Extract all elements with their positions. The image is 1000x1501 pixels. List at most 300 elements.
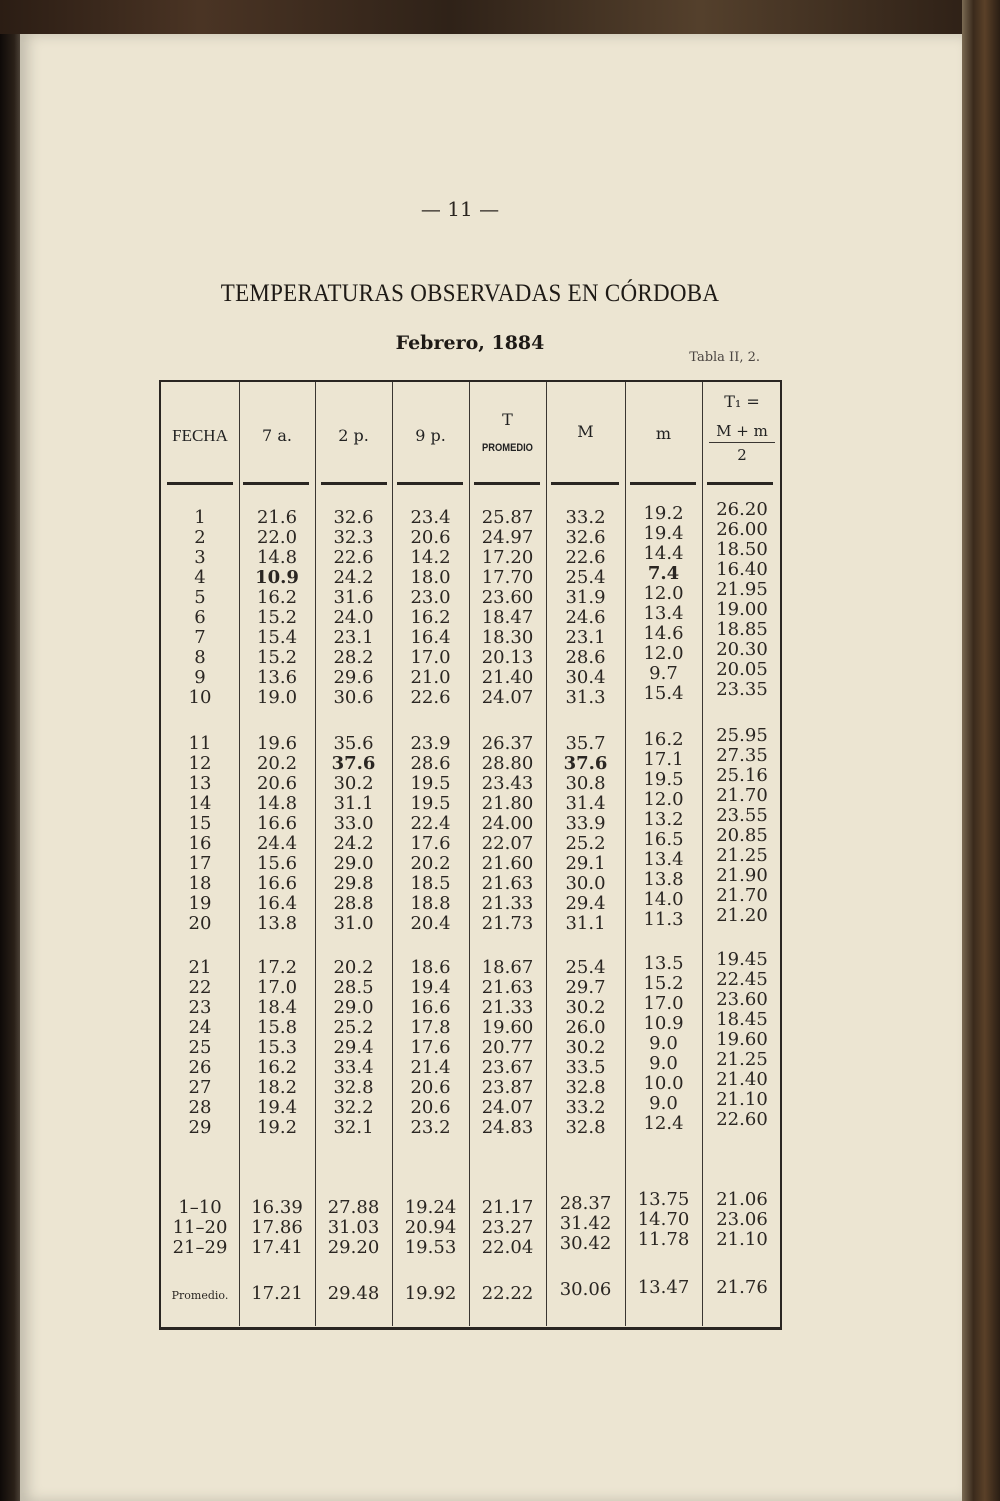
table-cell: 20.2 (256, 753, 298, 774)
table-cell: 19 (188, 893, 212, 914)
table-cell: 14.8 (256, 547, 298, 568)
table-cell: 17.6 (410, 833, 451, 854)
table-cell: 7.4 (647, 563, 680, 584)
table-cell: 14.4 (643, 543, 684, 564)
table-cell: 21–29 (172, 1237, 228, 1258)
table-cell: 23.35 (716, 679, 768, 700)
table-cell: 31.3 (565, 687, 606, 708)
table-cell: 24.83 (481, 1117, 534, 1138)
table-cell: 21.33 (481, 893, 534, 914)
table-cell: 28.5 (333, 977, 374, 998)
table-cell: 15.4 (643, 683, 684, 704)
table-cell: 16.5 (643, 829, 684, 850)
table-cell: 21.10 (716, 1229, 768, 1250)
header-2p: 2 p. (338, 426, 369, 445)
table-cell: 23.87 (481, 1077, 534, 1098)
table-cell: 33.4 (333, 1057, 374, 1078)
table-cell: 17.1 (643, 749, 684, 770)
header-t1-denominator: 2 (737, 446, 747, 464)
table-cell: 18.47 (481, 607, 534, 628)
header-fecha: FECHA (172, 426, 228, 445)
table-cell: 11.3 (643, 909, 684, 930)
table-cell: 11 (188, 733, 212, 754)
table-cell: 15.8 (256, 1017, 298, 1038)
p9-column (392, 958, 469, 1138)
table-cell: 23.55 (716, 805, 768, 826)
table-cell: 12.4 (643, 1113, 684, 1134)
table-cell: 31.6 (333, 587, 374, 608)
header-t: T (502, 410, 513, 429)
header-rule (551, 482, 619, 485)
table-cell: 24.07 (481, 1097, 534, 1118)
table-cell: 19.4 (410, 977, 451, 998)
header-min: m (655, 424, 672, 443)
t-column (469, 958, 546, 1138)
table-cell: 15.6 (256, 853, 298, 874)
table-cell: 16.2 (643, 729, 684, 750)
table-cell: 20.4 (410, 913, 451, 934)
header-rule (707, 482, 773, 485)
table-cell: 14.70 (637, 1209, 690, 1230)
table-cell: 28 (188, 1097, 212, 1118)
p2-column (315, 958, 392, 1138)
table-cell: 20.94 (404, 1217, 457, 1238)
table-cell: 21.40 (481, 667, 534, 688)
fecha-column (161, 958, 239, 1138)
table-cell: 10.9 (643, 1013, 684, 1034)
table-cell: 26.37 (481, 733, 534, 754)
table-cell: 9.7 (649, 663, 678, 684)
table-cell: 32.6 (333, 507, 374, 528)
table-cell: 6 (194, 607, 206, 628)
t-column (469, 734, 546, 934)
table-cell: 21.70 (716, 885, 768, 906)
table-cell: 20.13 (481, 647, 534, 668)
table-cell: 19.92 (404, 1283, 457, 1304)
table-cell: 13.75 (637, 1189, 690, 1210)
table-cell: 31.4 (565, 793, 606, 814)
t1-column (702, 1190, 782, 1250)
table-cell: 13.47 (637, 1277, 690, 1298)
table-cell: 22.6 (410, 687, 451, 708)
table-cell: 19.5 (643, 769, 684, 790)
table-cell: 17.0 (410, 647, 451, 668)
table-cell: 22 (188, 977, 212, 998)
table-cell: 20.2 (333, 957, 374, 978)
table-cell: 19.5 (410, 793, 451, 814)
table-cell: 19.00 (716, 599, 768, 620)
table-cell: 20.6 (410, 1097, 451, 1118)
table-cell: 22.6 (565, 547, 606, 568)
table-cell: 37.6 (563, 753, 608, 774)
table-cell: 25.4 (565, 957, 606, 978)
table-cell: 26 (188, 1057, 212, 1078)
t-column (469, 508, 546, 708)
table-cell: 18 (188, 873, 212, 894)
table-cell: 17.8 (410, 1017, 451, 1038)
table-cell: 21.33 (481, 997, 534, 1018)
table-cell: 21.76 (716, 1277, 768, 1298)
table-cell: 19.4 (643, 523, 684, 544)
table-cell: 21 (188, 957, 212, 978)
table-cell: 30.42 (559, 1233, 612, 1254)
table-cell: 13 (188, 773, 212, 794)
t1-column (702, 950, 782, 1130)
t1-column (702, 1278, 782, 1298)
table-cell: 13.8 (643, 869, 684, 890)
table-cell: 21.17 (481, 1197, 534, 1218)
table-cell: 12.0 (643, 583, 684, 604)
table-cell: 30.2 (333, 773, 374, 794)
table-cell: 5 (194, 587, 206, 608)
table-cell: 9.0 (649, 1033, 678, 1054)
table-cell: 10.0 (643, 1073, 684, 1094)
table-cell: 29.6 (333, 667, 374, 688)
table-cell: 24.00 (481, 813, 534, 834)
p9-column (392, 734, 469, 934)
header-max: M (577, 422, 594, 441)
table-cell: 21.63 (481, 873, 534, 894)
table-cell: 18.50 (716, 539, 768, 560)
table-cell: 28.37 (559, 1193, 612, 1214)
temperature-table (159, 380, 782, 1330)
table-cell: 30.8 (565, 773, 606, 794)
a7-column (239, 1284, 315, 1304)
table-cell: 21.4 (410, 1057, 451, 1078)
max-column (546, 1194, 625, 1254)
t-column (469, 1198, 546, 1258)
table-cell: 17.20 (481, 547, 534, 568)
table-cell: 22.4 (410, 813, 451, 834)
p9-column (392, 1198, 469, 1258)
table-cell: 22.45 (716, 969, 768, 990)
table-cell: 24 (188, 1017, 212, 1038)
table-cell: 18.6 (410, 957, 451, 978)
table-cell: 15.3 (256, 1037, 298, 1058)
table-cell: 22.04 (481, 1237, 534, 1258)
table-cell: 17.41 (251, 1237, 303, 1258)
table-cell: 18.67 (481, 957, 534, 978)
table-cell: 19.6 (256, 733, 298, 754)
table-cell: 31.1 (565, 913, 606, 934)
table-cell: 21.20 (716, 905, 768, 926)
table-cell: 7 (194, 627, 206, 648)
table-cell: 16.2 (256, 1057, 298, 1078)
table-cell: 23.67 (481, 1057, 534, 1078)
header-rule (243, 482, 309, 485)
table-cell: 16.2 (410, 607, 451, 628)
table-cell: 29.0 (333, 853, 374, 874)
p2-column (315, 1198, 392, 1258)
max-column (546, 1280, 625, 1300)
table-cell: 14.0 (643, 889, 684, 910)
table-cell: 21.95 (716, 579, 768, 600)
header-rule (474, 482, 540, 485)
table-cell: 20.6 (410, 527, 451, 548)
table-cell: 21.0 (410, 667, 451, 688)
table-cell: 19.24 (404, 1197, 457, 1218)
table-cell: 12 (188, 753, 212, 774)
table-cell: 26.20 (716, 499, 768, 520)
table-cell: 22.6 (333, 547, 374, 568)
a7-column (239, 508, 315, 708)
table-cell: 30.4 (565, 667, 606, 688)
table-cell: 21.73 (481, 913, 534, 934)
table-cell: 28.80 (481, 753, 534, 774)
p2-column (315, 734, 392, 934)
table-cell: 29.48 (327, 1283, 380, 1304)
table-cell: 29 (188, 1117, 212, 1138)
t-column (469, 1284, 546, 1304)
table-cell: 23.06 (716, 1209, 768, 1230)
table-cell: 20.85 (716, 825, 768, 846)
header-rule (321, 482, 387, 485)
table-cell: 27.88 (327, 1197, 380, 1218)
table-cell: 18.45 (716, 1009, 768, 1030)
table-cell: 19.60 (716, 1029, 768, 1050)
table-cell: 14.2 (410, 547, 451, 568)
header-rule (630, 482, 696, 485)
table-cell: 13.4 (643, 849, 684, 870)
table-cell: 26.0 (565, 1017, 606, 1038)
page-subtitle: Febrero, 1884 (395, 332, 545, 354)
table-cell: 16.6 (410, 997, 451, 1018)
table-cell: 22.60 (716, 1109, 768, 1130)
table-cell: 32.6 (565, 527, 606, 548)
table-cell: 19.53 (404, 1237, 457, 1258)
table-cell: 32.8 (565, 1077, 606, 1098)
table-cell: 16.40 (716, 559, 768, 580)
table-cell: 27.35 (716, 745, 768, 766)
table-cell: 11–20 (172, 1217, 228, 1238)
table-cell: 31.42 (559, 1213, 612, 1234)
table-cell: 30.6 (333, 687, 374, 708)
table-cell: 21.6 (256, 507, 298, 528)
table-cell: 17.70 (481, 567, 534, 588)
table-cell: 20 (188, 913, 212, 934)
p2-column (315, 1284, 392, 1304)
table-cell: 29.4 (333, 1037, 374, 1058)
header-t1: T₁ = (724, 392, 760, 411)
table-cell: 28.2 (333, 647, 374, 668)
book-binding (962, 0, 1000, 1501)
t1-column (702, 500, 782, 700)
table-cell: 37.6 (331, 753, 376, 774)
table-cell: 13.2 (643, 809, 684, 830)
table-cell: 28.8 (333, 893, 374, 914)
table-cell: 16 (188, 833, 212, 854)
table-cell: 23.27 (481, 1217, 534, 1238)
table-cell: 15.2 (643, 973, 684, 994)
table-cell: 25.95 (716, 725, 768, 746)
table-cell: 15.4 (256, 627, 298, 648)
table-cell: 18.85 (716, 619, 768, 640)
table-cell: 32.3 (333, 527, 374, 548)
fecha-column (161, 1198, 239, 1258)
max-column (546, 734, 625, 934)
table-cell: 22.0 (256, 527, 298, 548)
table-cell: 10.9 (255, 567, 299, 588)
table-reference: Tabla II, 2. (689, 350, 760, 365)
table-cell: 30.2 (565, 1037, 606, 1058)
table-cell: 31.9 (565, 587, 606, 608)
table-cell: 27 (188, 1077, 212, 1098)
table-cell: 23.1 (333, 627, 374, 648)
header-rule (167, 482, 233, 485)
table-cell: 21.80 (481, 793, 534, 814)
table-cell: 20.2 (410, 853, 451, 874)
table-cell: 21.40 (716, 1069, 768, 1090)
table-cell: 17.0 (643, 993, 684, 1014)
table-cell: 29.4 (565, 893, 606, 914)
t1-column (702, 726, 782, 926)
table-cell: 13.6 (256, 667, 298, 688)
table-cell: 1 (194, 507, 206, 528)
p2-column (315, 508, 392, 708)
table-cell: 4 (194, 567, 206, 588)
table-cell: 25.2 (565, 833, 606, 854)
table-cell: 21.90 (716, 865, 768, 886)
table-cell: 22.22 (481, 1283, 534, 1304)
table-cell: 26.00 (716, 519, 768, 540)
table-cell: 19.5 (410, 773, 451, 794)
table-cell: 21.25 (716, 1049, 768, 1070)
table-cell: 17.86 (251, 1217, 303, 1238)
table-cell: 23.60 (716, 989, 768, 1010)
p9-column (392, 508, 469, 708)
table-cell: 32.2 (333, 1097, 374, 1118)
min-column (625, 504, 702, 704)
table-cell: 20.6 (256, 773, 298, 794)
table-cell: 10 (188, 687, 212, 708)
table-cell: 33.9 (565, 813, 606, 834)
table-cell: 14 (188, 793, 212, 814)
table-cell: 23.4 (410, 507, 451, 528)
table-cell: 15.2 (256, 607, 298, 628)
table-cell: 35.6 (333, 733, 374, 754)
table-cell: 23.60 (481, 587, 534, 608)
min-column (625, 954, 702, 1134)
table-cell: 21.06 (716, 1189, 768, 1210)
table-cell: 16.2 (256, 587, 298, 608)
table-cell: 23.0 (410, 587, 451, 608)
table-cell: 21.10 (716, 1089, 768, 1110)
table-cell: 17 (188, 853, 212, 874)
table-cell: Promedio. (171, 1289, 229, 1302)
fecha-column (161, 1286, 239, 1306)
max-column (546, 958, 625, 1138)
table-cell: 23.2 (410, 1117, 451, 1138)
table-cell: 31.03 (327, 1217, 380, 1238)
book-left-edge (0, 34, 20, 1501)
table-cell: 20.30 (716, 639, 768, 660)
table-cell: 13.4 (643, 603, 684, 624)
fraction-bar (709, 442, 775, 443)
table-cell: 24.0 (333, 607, 374, 628)
table-cell: 17.6 (410, 1037, 451, 1058)
table-cell: 20.77 (481, 1037, 534, 1058)
table-cell: 23 (188, 997, 212, 1018)
table-cell: 16.6 (256, 813, 298, 834)
table-cell: 31.1 (333, 793, 374, 814)
table-cell: 15.2 (256, 647, 298, 668)
table-cell: 33.2 (565, 1097, 606, 1118)
table-cell: 18.2 (256, 1077, 298, 1098)
table-cell: 28.6 (565, 647, 606, 668)
table-cell: 29.7 (565, 977, 606, 998)
table-cell: 9 (194, 667, 206, 688)
table-cell: 29.0 (333, 997, 374, 1018)
table-cell: 13.8 (256, 913, 298, 934)
table-cell: 19.60 (481, 1017, 534, 1038)
table-cell: 25.4 (565, 567, 606, 588)
table-cell: 29.1 (565, 853, 606, 874)
table-cell: 32.8 (565, 1117, 606, 1138)
table-cell: 23.9 (410, 733, 451, 754)
table-cell: 32.8 (333, 1077, 374, 1098)
a7-column (239, 1198, 315, 1258)
table-cell: 32.1 (333, 1117, 374, 1138)
table-cell: 12.0 (643, 789, 684, 810)
table-cell: 30.06 (559, 1279, 612, 1300)
p9-column (392, 1284, 469, 1304)
table-cell: 23.1 (565, 627, 606, 648)
table-cell: 25.2 (333, 1017, 374, 1038)
table-cell: 29.20 (327, 1237, 380, 1258)
table-cell: 19.4 (256, 1097, 298, 1118)
table-cell: 24.2 (333, 833, 374, 854)
table-cell: 23.43 (481, 773, 534, 794)
table-cell: 35.7 (565, 733, 606, 754)
table-cell: 2 (194, 527, 206, 548)
table-cell: 30.2 (565, 997, 606, 1018)
header-9p: 9 p. (415, 426, 446, 445)
table-cell: 29.8 (333, 873, 374, 894)
table-cell: 33.2 (565, 507, 606, 528)
header-7a: 7 a. (262, 426, 292, 445)
a7-column (239, 734, 315, 934)
table-cell: 20.05 (716, 659, 768, 680)
table-cell: 17.21 (251, 1283, 303, 1304)
table-cell: 25.16 (716, 765, 768, 786)
table-cell: 25 (188, 1037, 212, 1058)
table-cell: 17.0 (256, 977, 298, 998)
table-cell: 18.4 (256, 997, 298, 1018)
table-cell: 18.0 (410, 567, 451, 588)
page-title: TEMPERATURAS OBSERVADAS EN CÓRDOBA (220, 280, 720, 307)
header-t1-numerator: M + m (716, 422, 768, 440)
a7-column (239, 958, 315, 1138)
table-cell: 14.8 (256, 793, 298, 814)
table-cell: 19.2 (643, 503, 684, 524)
table-cell: 24.4 (256, 833, 298, 854)
table-cell: 24.2 (333, 567, 374, 588)
table-cell: 21.70 (716, 785, 768, 806)
min-column (625, 1190, 702, 1250)
table-cell: 12.0 (643, 643, 684, 664)
table-cell: 20.6 (410, 1077, 451, 1098)
table-cell: 25.87 (481, 507, 534, 528)
table-cell: 33.0 (333, 813, 374, 834)
table-cell: 19.45 (716, 949, 768, 970)
table-cell: 11.78 (637, 1229, 690, 1250)
table-cell: 16.39 (251, 1197, 303, 1218)
table-cell: 21.60 (481, 853, 534, 874)
table-cell: 18.5 (410, 873, 451, 894)
table-cell: 31.0 (333, 913, 374, 934)
table-cell: 16.6 (256, 873, 298, 894)
header-rule (397, 482, 463, 485)
